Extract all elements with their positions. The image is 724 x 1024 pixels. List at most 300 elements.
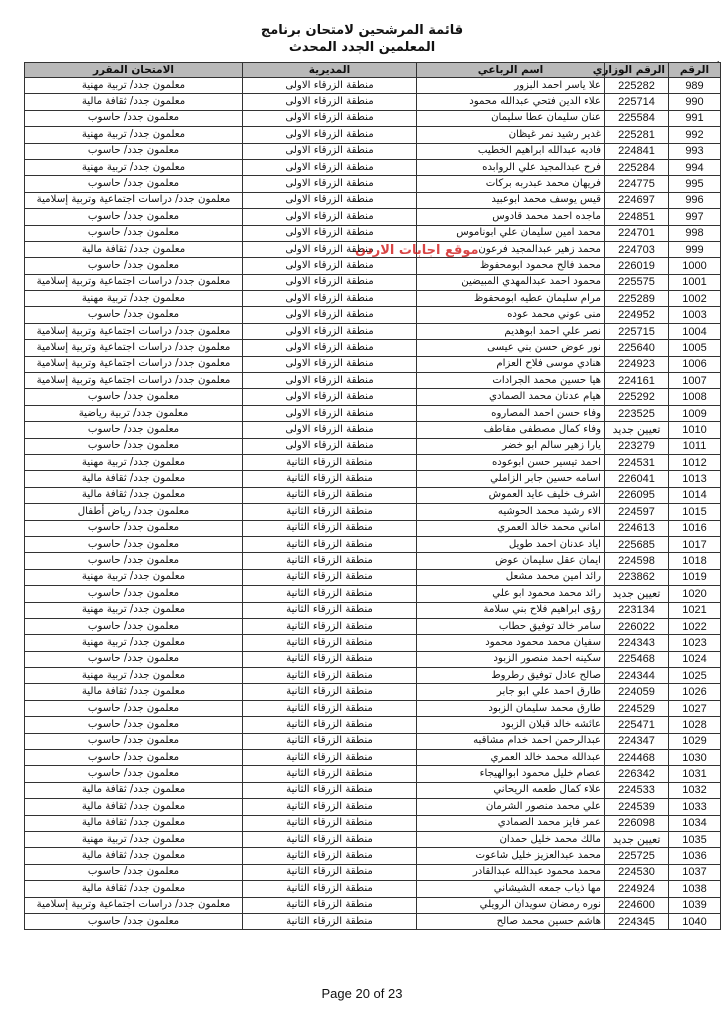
cell-seq: 1039 [669, 897, 721, 913]
table-row [25, 913, 721, 929]
cell-exam: معلمون جدد/ حاسوب [25, 700, 243, 716]
table-row [25, 274, 721, 290]
cell-name: هاشم حسين محمد صالح [417, 913, 605, 929]
cell-ministry-no: 224924 [605, 881, 669, 897]
cell-directorate: منطقة الزرقاء الاولى [243, 192, 417, 208]
cell-directorate: منطقة الزرقاء الثانية [243, 569, 417, 585]
cell-ministry-no: 224343 [605, 635, 669, 651]
cell-directorate: منطقة الزرقاء الثانية [243, 750, 417, 766]
cell-directorate: منطقة الزرقاء الثانية [243, 815, 417, 831]
table-row [25, 766, 721, 782]
cell-seq: 1010 [669, 422, 721, 438]
cell-seq: 1020 [669, 586, 721, 602]
cell-name: نصر علي احمد ابوهديم [417, 323, 605, 339]
cell-ministry-no: 224161 [605, 373, 669, 389]
table-row [25, 405, 721, 421]
cell-seq: 992 [669, 127, 721, 143]
cell-seq: 991 [669, 110, 721, 126]
cell-exam: معلمون جدد/ تربية مهنية [25, 291, 243, 307]
cell-exam: معلمون جدد/ ثقافة مالية [25, 684, 243, 700]
cell-ministry-no: 225575 [605, 274, 669, 290]
cell-ministry-no: 225281 [605, 127, 669, 143]
table-row [25, 586, 721, 602]
table-row [25, 668, 721, 684]
cell-name: منى عوني محمد عوده [417, 307, 605, 323]
cell-directorate: منطقة الزرقاء الاولى [243, 241, 417, 257]
cell-directorate: منطقة الزرقاء الثانية [243, 520, 417, 536]
cell-exam: معلمون جدد/ ثقافة مالية [25, 848, 243, 864]
cell-directorate: منطقة الزرقاء الثانية [243, 487, 417, 503]
cell-ministry-no: 224598 [605, 553, 669, 569]
cell-name: يارا زهير سالم ابو خضر [417, 438, 605, 454]
cell-seq: 1016 [669, 520, 721, 536]
table-row [25, 487, 721, 503]
cell-directorate: منطقة الزرقاء الثانية [243, 831, 417, 847]
cell-seq: 1017 [669, 536, 721, 552]
cell-exam: معلمون جدد/ حاسوب [25, 733, 243, 749]
table-row [25, 471, 721, 487]
table-row [25, 454, 721, 470]
cell-ministry-no: 224531 [605, 454, 669, 470]
cell-name: رؤى ابراهيم فلاح بني سلامة [417, 602, 605, 618]
cell-exam: معلمون جدد/ حاسوب [25, 110, 243, 126]
cell-name: محمد عبدالعزيز خليل شاعوت [417, 848, 605, 864]
cell-ministry-no: 223862 [605, 569, 669, 585]
cell-seq: 989 [669, 78, 721, 94]
table-row [25, 192, 721, 208]
cell-directorate: منطقة الزرقاء الثانية [243, 799, 417, 815]
cell-directorate: منطقة الزرقاء الثانية [243, 668, 417, 684]
cell-name: عائشه خالد قبلان الزبود [417, 717, 605, 733]
cell-seq: 1029 [669, 733, 721, 749]
cell-name: علي محمد منصور الشرمان [417, 799, 605, 815]
cell-name: طارق احمد علي ابو جابر [417, 684, 605, 700]
cell-exam: معلمون جدد/ تربية مهنية [25, 569, 243, 585]
cell-name: نوره رمضان سويدان الرويلي [417, 897, 605, 913]
cell-exam: معلمون جدد/ حاسوب [25, 750, 243, 766]
cell-ministry-no: 224529 [605, 700, 669, 716]
cell-directorate: منطقة الزرقاء الاولى [243, 209, 417, 225]
cell-seq: 1026 [669, 684, 721, 700]
cell-directorate: منطقة الزرقاء الاولى [243, 78, 417, 94]
cell-seq: 1018 [669, 553, 721, 569]
cell-exam: معلمون جدد/ تربية مهنية [25, 635, 243, 651]
table-row [25, 373, 721, 389]
cell-seq: 1008 [669, 389, 721, 405]
cell-name: غدير رشيد نمر غيظان [417, 127, 605, 143]
cell-directorate: منطقة الزرقاء الثانية [243, 553, 417, 569]
cell-ministry-no: 223279 [605, 438, 669, 454]
cell-exam: معلمون جدد/ حاسوب [25, 258, 243, 274]
cell-exam: معلمون جدد/ حاسوب [25, 864, 243, 880]
cell-directorate: منطقة الزرقاء الثانية [243, 586, 417, 602]
cell-ministry-no: 225715 [605, 323, 669, 339]
cell-directorate: منطقة الزرقاء الاولى [243, 143, 417, 159]
table-row [25, 815, 721, 831]
cell-directorate: منطقة الزرقاء الاولى [243, 405, 417, 421]
table-row [25, 110, 721, 126]
cell-ministry-no: 224600 [605, 897, 669, 913]
cell-ministry-no: 224347 [605, 733, 669, 749]
cell-exam: معلمون جدد/ حاسوب [25, 618, 243, 634]
cell-name: ماجده احمد محمد قادوس [417, 209, 605, 225]
table-row [25, 389, 721, 405]
table-row [25, 422, 721, 438]
header-seq: الرقم [669, 63, 721, 78]
header-exam: الامتحان المقرر [25, 63, 243, 78]
cell-ministry-no: 225725 [605, 848, 669, 864]
cell-seq: 1009 [669, 405, 721, 421]
cell-ministry-no: 224613 [605, 520, 669, 536]
table-row [25, 159, 721, 175]
table-row [25, 225, 721, 241]
table-row [25, 78, 721, 94]
cell-name: سكينه احمد منصور الزبود [417, 651, 605, 667]
cell-directorate: منطقة الزرقاء الثانية [243, 881, 417, 897]
cell-exam: معلمون جدد/ ثقافة مالية [25, 241, 243, 257]
cell-seq: 1025 [669, 668, 721, 684]
cell-name: اماني محمد خالد العمري [417, 520, 605, 536]
cell-name: عبدالرحمن احمد خدام مشاقبه [417, 733, 605, 749]
cell-seq: 1024 [669, 651, 721, 667]
cell-name: علاء كمال طعمه الريحاني [417, 782, 605, 798]
cell-seq: 1005 [669, 340, 721, 356]
cell-directorate: منطقة الزرقاء الاولى [243, 110, 417, 126]
cell-ministry-no: تعيين جديد [605, 831, 669, 847]
cell-directorate: منطقة الزرقاء الثانية [243, 651, 417, 667]
table-row [25, 127, 721, 143]
table-row [25, 782, 721, 798]
cell-name: هيا حسين محمد الجرادات [417, 373, 605, 389]
cell-name: مالك محمد خليل حمدان [417, 831, 605, 847]
cell-seq: 998 [669, 225, 721, 241]
cell-exam: معلمون جدد/ دراسات اجتماعية وتربية إسلامية [25, 373, 243, 389]
cell-directorate: منطقة الزرقاء الثانية [243, 913, 417, 929]
cell-ministry-no: 224533 [605, 782, 669, 798]
cell-seq: 1022 [669, 618, 721, 634]
table-row [25, 291, 721, 307]
cell-name: فرح عبدالمجيد علي الروابده [417, 159, 605, 175]
cell-directorate: منطقة الزرقاء الاولى [243, 438, 417, 454]
cell-seq: 990 [669, 94, 721, 110]
cell-ministry-no: 224345 [605, 913, 669, 929]
cell-directorate: منطقة الزرقاء الاولى [243, 94, 417, 110]
cell-seq: 1037 [669, 864, 721, 880]
cell-name: طارق محمد سليمان الزبود [417, 700, 605, 716]
cell-name: عصام خليل محمود ابوالهيجاء [417, 766, 605, 782]
cell-seq: 1002 [669, 291, 721, 307]
cell-name: علا ياسر احمد البزور [417, 78, 605, 94]
cell-ministry-no: 225685 [605, 536, 669, 552]
cell-ministry-no: 224701 [605, 225, 669, 241]
cell-exam: معلمون جدد/ حاسوب [25, 209, 243, 225]
cell-ministry-no: 225284 [605, 159, 669, 175]
cell-directorate: منطقة الزرقاء الثانية [243, 782, 417, 798]
cell-directorate: منطقة الزرقاء الثانية [243, 700, 417, 716]
cell-seq: 1023 [669, 635, 721, 651]
cell-directorate: منطقة الزرقاء الثانية [243, 471, 417, 487]
cell-seq: 1030 [669, 750, 721, 766]
cell-name: قيس يوسف محمد ابوعبيد [417, 192, 605, 208]
cell-seq: 1006 [669, 356, 721, 372]
table-row [25, 340, 721, 356]
cell-seq: 1007 [669, 373, 721, 389]
cell-seq: 1013 [669, 471, 721, 487]
cell-seq: 1015 [669, 504, 721, 520]
table-row [25, 438, 721, 454]
cell-directorate: منطقة الزرقاء الثانية [243, 618, 417, 634]
cell-exam: معلمون جدد/ حاسوب [25, 717, 243, 733]
cell-ministry-no: 224597 [605, 504, 669, 520]
cell-seq: 1035 [669, 831, 721, 847]
cell-directorate: منطقة الزرقاء الثانية [243, 504, 417, 520]
cell-name: عمر فايز محمد الصمادي [417, 815, 605, 831]
cell-ministry-no: 226019 [605, 258, 669, 274]
cell-seq: 1027 [669, 700, 721, 716]
cell-exam: معلمون جدد/ تربية مهنية [25, 159, 243, 175]
table-row [25, 831, 721, 847]
table-row [25, 750, 721, 766]
cell-name: محمد زهير عبدالمجيد فرعون [417, 241, 605, 257]
table-row [25, 635, 721, 651]
cell-ministry-no: 223134 [605, 602, 669, 618]
table-row [25, 209, 721, 225]
cell-directorate: منطقة الزرقاء الثانية [243, 602, 417, 618]
cell-ministry-no: 224841 [605, 143, 669, 159]
cell-name: هيام عدنان محمد الصمادي [417, 389, 605, 405]
cell-directorate: منطقة الزرقاء الثانية [243, 733, 417, 749]
table-row [25, 520, 721, 536]
table-row [25, 651, 721, 667]
cell-name: محمد محمود عبدالله عبدالقادر [417, 864, 605, 880]
cell-name: ايمان عقل سليمان عوض [417, 553, 605, 569]
cell-ministry-no: تعيين جديد [605, 586, 669, 602]
cell-seq: 1038 [669, 881, 721, 897]
cell-name: محمد امين سليمان علي ابوناموس [417, 225, 605, 241]
cell-seq: 1004 [669, 323, 721, 339]
cell-exam: معلمون جدد/ حاسوب [25, 553, 243, 569]
cell-seq: 1014 [669, 487, 721, 503]
cell-seq: 1034 [669, 815, 721, 831]
cell-name: فريهان محمد عبدربه بركات [417, 176, 605, 192]
table-row [25, 881, 721, 897]
cell-directorate: منطقة الزرقاء الاولى [243, 176, 417, 192]
cell-directorate: منطقة الزرقاء الثانية [243, 864, 417, 880]
cell-name: رائد امين محمد مشعل [417, 569, 605, 585]
table-row [25, 733, 721, 749]
cell-exam: معلمون جدد/ حاسوب [25, 176, 243, 192]
page-number: Page 20 of 23 [321, 986, 403, 1001]
cell-ministry-no: 224468 [605, 750, 669, 766]
cell-name: هنادي موسى فلاح العزام [417, 356, 605, 372]
cell-ministry-no: 224703 [605, 241, 669, 257]
table-row [25, 307, 721, 323]
table-header-row [25, 63, 721, 78]
cell-name: مرام سليمان عطيه ابومحفوظ [417, 291, 605, 307]
cell-seq: 997 [669, 209, 721, 225]
cell-seq: 994 [669, 159, 721, 175]
cell-ministry-no: 224851 [605, 209, 669, 225]
title-line-2: المعلمين الجدد المحدث [288, 40, 436, 55]
cell-directorate: منطقة الزرقاء الاولى [243, 291, 417, 307]
cell-seq: 995 [669, 176, 721, 192]
header-directorate: المديرية [243, 63, 417, 78]
table-row [25, 864, 721, 880]
cell-exam: معلمون جدد/ حاسوب [25, 143, 243, 159]
table-row [25, 536, 721, 552]
cell-name: عبدالله محمد خالد العمري [417, 750, 605, 766]
cell-directorate: منطقة الزرقاء الاولى [243, 422, 417, 438]
cell-ministry-no: 225471 [605, 717, 669, 733]
table-row [25, 799, 721, 815]
cell-ministry-no: 226342 [605, 766, 669, 782]
cell-name: نور عوض حسن بني عيسى [417, 340, 605, 356]
cell-directorate: منطقة الزرقاء الاولى [243, 258, 417, 274]
cell-name: سامر خالد توفيق حطاب [417, 618, 605, 634]
cell-ministry-no: 224775 [605, 176, 669, 192]
cell-directorate: منطقة الزرقاء الثانية [243, 635, 417, 651]
cell-seq: 1003 [669, 307, 721, 323]
cell-exam: معلمون جدد/ دراسات اجتماعية وتربية إسلامية [25, 274, 243, 290]
cell-directorate: منطقة الزرقاء الاولى [243, 373, 417, 389]
cell-name: مها ذياب جمعه الشيشاني [417, 881, 605, 897]
cell-directorate: منطقة الزرقاء الثانية [243, 684, 417, 700]
candidates-table [24, 62, 721, 930]
cell-ministry-no: 226041 [605, 471, 669, 487]
cell-name: وفاء كمال مصطفى مقاطف [417, 422, 605, 438]
cell-ministry-no: 225584 [605, 110, 669, 126]
cell-exam: معلمون جدد/ حاسوب [25, 520, 243, 536]
table-row [25, 258, 721, 274]
cell-exam: معلمون جدد/ حاسوب [25, 913, 243, 929]
cell-name: رائد محمد محمود ابو علي [417, 586, 605, 602]
cell-seq: 1001 [669, 274, 721, 290]
cell-exam: معلمون جدد/ تربية مهنية [25, 127, 243, 143]
cell-directorate: منطقة الزرقاء الاولى [243, 389, 417, 405]
cell-directorate: منطقة الزرقاء الاولى [243, 159, 417, 175]
title-line-1: قائمة المرشحين لامتحان برنامج [260, 23, 464, 38]
cell-exam: معلمون جدد/ حاسوب [25, 422, 243, 438]
cell-exam: معلمون جدد/ تربية مهنية [25, 602, 243, 618]
cell-name: محمود احمد عبدالمهدي المبيضين [417, 274, 605, 290]
table-row [25, 569, 721, 585]
cell-exam: معلمون جدد/ تربية رياضية [25, 405, 243, 421]
table-row [25, 504, 721, 520]
cell-ministry-no: 223525 [605, 405, 669, 421]
cell-seq: 999 [669, 241, 721, 257]
cell-exam: معلمون جدد/ ثقافة مالية [25, 782, 243, 798]
cell-seq: 996 [669, 192, 721, 208]
cell-ministry-no: 224952 [605, 307, 669, 323]
table-row [25, 684, 721, 700]
cell-exam: معلمون جدد/ دراسات اجتماعية وتربية إسلامية [25, 192, 243, 208]
cell-ministry-no: 226022 [605, 618, 669, 634]
cell-seq: 1021 [669, 602, 721, 618]
cell-directorate: منطقة الزرقاء الثانية [243, 766, 417, 782]
cell-ministry-no: 226098 [605, 815, 669, 831]
cell-name: محمد فالح محمود ابومحفوظ [417, 258, 605, 274]
cell-exam: معلمون جدد/ حاسوب [25, 651, 243, 667]
cell-name: صالح عادل توفيق رطروط [417, 668, 605, 684]
table-row [25, 717, 721, 733]
cell-exam: معلمون جدد/ حاسوب [25, 586, 243, 602]
cell-exam: معلمون جدد/ ثقافة مالية [25, 94, 243, 110]
table-row [25, 700, 721, 716]
cell-exam: معلمون جدد/ حاسوب [25, 766, 243, 782]
cell-exam: معلمون جدد/ ثقافة مالية [25, 487, 243, 503]
header-name: اسم الرباعي [417, 63, 605, 78]
table-row [25, 602, 721, 618]
cell-seq: 1040 [669, 913, 721, 929]
cell-ministry-no: 224539 [605, 799, 669, 815]
cell-exam: معلمون جدد/ تربية مهنية [25, 454, 243, 470]
cell-directorate: منطقة الزرقاء الثانية [243, 897, 417, 913]
cell-ministry-no: 224530 [605, 864, 669, 880]
table-body [25, 78, 721, 930]
cell-directorate: منطقة الزرقاء الاولى [243, 356, 417, 372]
cell-name: عنان سليمان عطا سليمان [417, 110, 605, 126]
cell-exam: معلمون جدد/ تربية مهنية [25, 668, 243, 684]
table-row [25, 143, 721, 159]
cell-seq: 1011 [669, 438, 721, 454]
cell-name: اياد عدنان احمد طويل [417, 536, 605, 552]
cell-exam: معلمون جدد/ رياض أطفال [25, 504, 243, 520]
cell-directorate: منطقة الزرقاء الاولى [243, 340, 417, 356]
cell-ministry-no: 224059 [605, 684, 669, 700]
cell-ministry-no: 224923 [605, 356, 669, 372]
cell-name: الاء رشيد محمد الحوشيه [417, 504, 605, 520]
cell-ministry-no: 224697 [605, 192, 669, 208]
cell-exam: معلمون جدد/ دراسات اجتماعية وتربية إسلامية [25, 356, 243, 372]
cell-directorate: منطقة الزرقاء الاولى [243, 274, 417, 290]
cell-name: سفيان محمد محمود محمود [417, 635, 605, 651]
cell-directorate: منطقة الزرقاء الاولى [243, 225, 417, 241]
table-row [25, 176, 721, 192]
cell-exam: معلمون جدد/ حاسوب [25, 389, 243, 405]
cell-name: اشرف خليف عايد العموش [417, 487, 605, 503]
cell-exam: معلمون جدد/ ثقافة مالية [25, 881, 243, 897]
cell-exam: معلمون جدد/ ثقافة مالية [25, 799, 243, 815]
cell-exam: معلمون جدد/ تربية مهنية [25, 831, 243, 847]
cell-seq: 1000 [669, 258, 721, 274]
cell-directorate: منطقة الزرقاء الثانية [243, 536, 417, 552]
cell-directorate: منطقة الزرقاء الثانية [243, 454, 417, 470]
cell-seq: 1036 [669, 848, 721, 864]
cell-seq: 1028 [669, 717, 721, 733]
cell-name: علاء الدين فتحي عبدالله محمود [417, 94, 605, 110]
cell-ministry-no: 225289 [605, 291, 669, 307]
cell-ministry-no: تعيين جديد [605, 422, 669, 438]
cell-seq: 1031 [669, 766, 721, 782]
cell-directorate: منطقة الزرقاء الثانية [243, 717, 417, 733]
header-ministry-no: الرقم الوزاري [605, 63, 669, 78]
cell-name: اسامه حسين جابر الزاملي [417, 471, 605, 487]
cell-ministry-no: 225468 [605, 651, 669, 667]
cell-ministry-no: 225714 [605, 94, 669, 110]
cell-directorate: منطقة الزرقاء الاولى [243, 127, 417, 143]
cell-ministry-no: 225282 [605, 78, 669, 94]
cell-ministry-no: 225640 [605, 340, 669, 356]
table-row [25, 356, 721, 372]
cell-seq: 1012 [669, 454, 721, 470]
cell-directorate: منطقة الزرقاء الاولى [243, 307, 417, 323]
table-row [25, 323, 721, 339]
watermark-text: موقع اجابات الاردن [355, 243, 479, 258]
cell-exam: معلمون جدد/ ثقافة مالية [25, 471, 243, 487]
cell-exam: معلمون جدد/ حاسوب [25, 536, 243, 552]
cell-exam: معلمون جدد/ دراسات اجتماعية وتربية إسلامية [25, 323, 243, 339]
table-row [25, 897, 721, 913]
